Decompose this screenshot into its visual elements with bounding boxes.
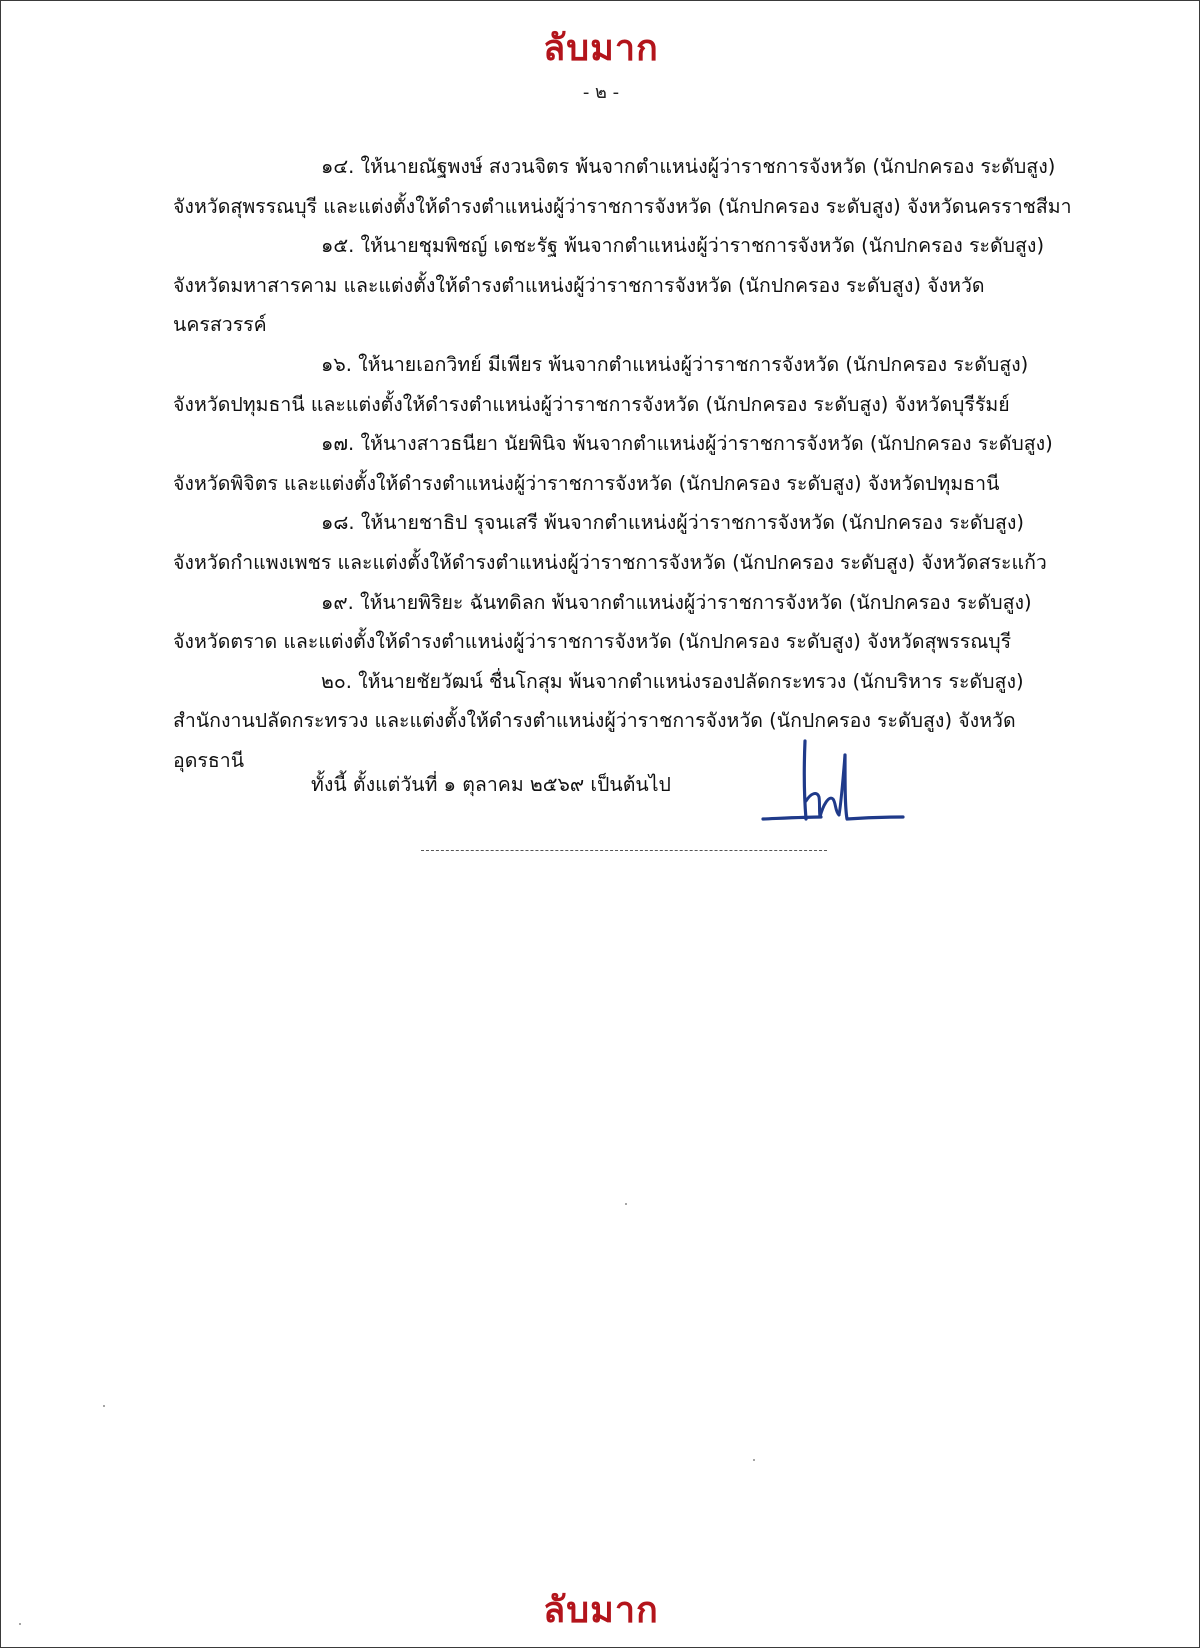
- scan-speck: [753, 1459, 755, 1461]
- order-line: จังหวัดมหาสารคาม และแต่งตั้งให้ดำรงตำแหน่งผู้ว่าราชการจังหวัด (นักปกครอง ระดับสูง) จังหวัด: [173, 273, 985, 297]
- order-line: จังหวัดพิจิตร และแต่งตั้งให้ดำรงตำแหน่งผู้ว่าราชการจังหวัด (นักปกครอง ระดับสูง) จังหวัดปทุมธานี: [173, 471, 1000, 495]
- order-body: [173, 147, 1093, 781]
- order-line: ๑๗. ให้นางสาวธนียา นัยพินิจ พ้นจากตำแหน่งผู้ว่าราชการจังหวัด (นักปกครอง ระดับสูง): [321, 432, 1053, 456]
- scan-speck: [625, 1203, 627, 1205]
- order-line: ๑๔. ให้นายณัฐพงษ์ สงวนจิตร พ้นจากตำแหน่งผู้ว่าราชการจังหวัด (นักปกครอง ระดับสูง): [321, 155, 1056, 178]
- handwritten-signature: [757, 735, 907, 831]
- dotted-separator: [421, 850, 827, 851]
- order-line: ๑๙. ให้นายพิริยะ ฉันทดิลก พ้นจากตำแหน่งผู้ว่าราชการจังหวัด (นักปกครอง ระดับสูง): [321, 590, 1032, 614]
- effective-date-line: ทั้งนี้ ตั้งแต่วันที่ ๑ ตุลาคม ๒๕๖๙ เป็นต้นไป: [311, 773, 671, 796]
- order-line: ๑๕. ให้นายชุมพิชญ์ เดชะรัฐ พ้นจากตำแหน่งผู้ว่าราชการจังหวัด (นักปกครอง ระดับสูง): [321, 234, 1045, 258]
- order-line: นครสวรรค์: [173, 313, 267, 337]
- order-line: ๑๖. ให้นายเอกวิทย์ มีเพียร พ้นจากตำแหน่งผู้ว่าราชการจังหวัด (นักปกครอง ระดับสูง): [321, 352, 1029, 376]
- order-line: อุดรธานี: [173, 748, 245, 772]
- order-line: ๑๘. ให้นายชาธิป รุจนเสรี พ้นจากตำแหน่งผู้ว่าราชการจังหวัด (นักปกครอง ระดับสูง): [321, 511, 1025, 535]
- classification-footer: ลับมาก: [543, 1590, 659, 1631]
- order-line: จังหวัดกำแพงเพชร และแต่งตั้งให้ดำรงตำแหน่งผู้ว่าราชการจังหวัด (นักปกครอง ระดับสูง) จังหวัดสระแก้ว: [173, 550, 1047, 574]
- order-line: จังหวัดสุพรรณบุรี และแต่งตั้งให้ดำรงตำแหน่งผู้ว่าราชการจังหวัด (นักปกครอง ระดับสูง) จังหวัดนครราชสีมา: [173, 194, 1072, 218]
- order-line: สำนักงานปลัดกระทรวง และแต่งตั้งให้ดำรงตำแหน่งผู้ว่าราชการจังหวัด (นักปกครอง ระดับสูง) จังหวัด: [173, 709, 1016, 733]
- classification-header: ลับมาก: [543, 28, 659, 69]
- order-line: ๒๐. ให้นายชัยวัฒน์ ชื่นโกสุม พ้นจากตำแหน่งรองปลัดกระทรวง (นักบริหาร ระดับสูง): [321, 669, 1024, 693]
- order-line: จังหวัดตราด และแต่งตั้งให้ดำรงตำแหน่งผู้ว่าราชการจังหวัด (นักปกครอง ระดับสูง) จังหวัดสุพรรณบุรี: [173, 630, 1012, 654]
- page-number: - ๒ -: [582, 82, 620, 103]
- order-line: จังหวัดปทุมธานี และแต่งตั้งให้ดำรงตำแหน่งผู้ว่าราชการจังหวัด (นักปกครอง ระดับสูง) จังหวัดบุรีรัมย์: [173, 392, 1010, 416]
- scan-speck: [103, 1405, 105, 1407]
